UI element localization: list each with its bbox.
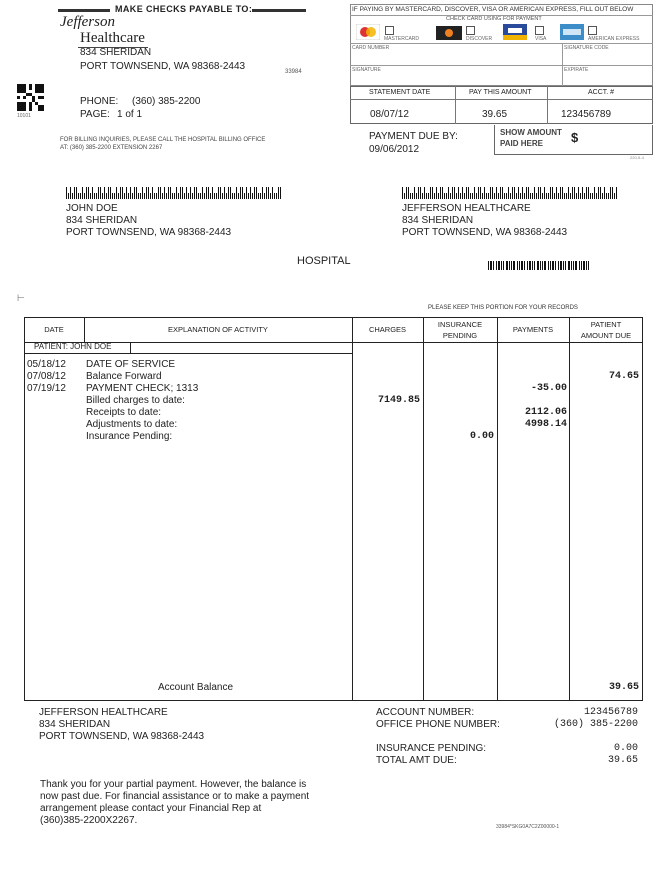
card-number-label: CARD NUMBER [352, 45, 390, 51]
records-note: PLEASE KEEP THIS PORTION FOR YOUR RECORDS [428, 305, 578, 311]
table-header-rule [24, 342, 643, 343]
col-divider-charges [423, 317, 424, 701]
brand-visa: VISA [535, 36, 547, 42]
footer-total-value: 39.65 [607, 755, 638, 766]
patient-street: 834 SHERIDAN [66, 215, 138, 226]
footer-city: PORT TOWNSEND, WA 98368-2443 [39, 731, 205, 742]
acct-label: ACCT. # [588, 89, 615, 96]
patient-postal-barcode [66, 187, 282, 199]
dollar-sign: $ [571, 130, 579, 145]
explanation-4: Billed charges to date: [86, 395, 185, 406]
visa-logo-icon [503, 24, 527, 40]
remit-header-rule-right [252, 9, 306, 12]
footer-message-3: arrangement please contact your Financial Rep at [40, 803, 262, 814]
date-2: 07/08/12 [27, 371, 66, 382]
header-payments: PAYMENTS [512, 325, 554, 334]
card-row-rule-1 [350, 43, 653, 44]
footer-message-2: now past due. For financial assistance or to make a payment [40, 791, 310, 802]
acct-value: 123456789 [561, 109, 612, 120]
security-code-label: SIGNATURE CODE [564, 45, 609, 51]
patient-name: JOHN DOE [66, 203, 118, 214]
explanation-6: Adjustments to date: [86, 419, 178, 430]
receipts-value: 2112.06 [524, 407, 567, 418]
expiry-label: EXPIRATE [564, 67, 589, 73]
footer-ins-label: INSURANCE PENDING: [376, 743, 487, 754]
billing-inquiries: FOR BILLING INQUIRIES, PLEASE CALL THE HOSPITAL BILLING OFFICE [60, 137, 266, 143]
date-3: 07/19/12 [27, 383, 66, 394]
qr-code-icon [17, 84, 44, 111]
header-explanation: EXPLANATION OF ACTIVITY [168, 325, 268, 334]
mastercard-logo-icon [356, 24, 380, 40]
footer-name: JEFFERSON HEALTHCARE [39, 707, 168, 718]
explanation-5: Receipts to date: [86, 407, 162, 418]
discover-logo-icon [436, 26, 462, 40]
account-balance-label: Account Balance [158, 682, 234, 693]
header-date: DATE [44, 325, 64, 334]
footer-street: 834 SHERIDAN [39, 719, 111, 730]
patient-row: PATIENT: JOHN DOE [34, 342, 112, 351]
remit-street: 834 SHERIDAN [80, 47, 152, 58]
remit-code: 33984 [285, 69, 302, 75]
card-subheader: CHECK CARD USING FOR PAYMENT [446, 16, 542, 22]
payee-name: JEFFERSON HEALTHCARE [402, 203, 531, 214]
american-express-checkbox[interactable] [588, 26, 597, 35]
explanation-1: DATE OF SERVICE [86, 359, 176, 370]
col-divider-insurance [497, 317, 498, 701]
billing-phone: AT: (360) 385-2200 EXTENSION 2267 [60, 145, 163, 151]
show-amount-label-2: PAID HERE [500, 139, 543, 148]
visa-checkbox[interactable] [535, 26, 544, 35]
footer-acct-value: 123456789 [583, 707, 638, 718]
insurance-pending-value: 0.00 [469, 431, 494, 442]
signature-label: SIGNATURE [352, 67, 381, 73]
patient-row-right [130, 342, 131, 353]
amount-due-forward: 74.65 [608, 371, 639, 382]
brand-discover: DISCOVER [466, 36, 493, 42]
logo-name-line1: Jefferson [60, 14, 115, 30]
page-value: 1 of 1 [117, 109, 143, 120]
header-amount-due-1: PATIENT [590, 320, 622, 329]
account-balance-value: 39.65 [608, 682, 639, 693]
footer-total-label: TOTAL AMT DUE: [376, 755, 457, 766]
footer-message-4: (360)385-2200X2267. [40, 815, 138, 826]
explanation-2: Balance Forward [86, 371, 162, 382]
patient-city: PORT TOWNSEND, WA 98368-2443 [66, 227, 232, 238]
footer-office-value: (360) 385-2200 [553, 719, 638, 730]
remit-header: MAKE CHECKS PAYABLE TO: [115, 4, 253, 14]
charges-value: 7149.85 [377, 395, 420, 406]
patient-row-bottom [24, 353, 353, 354]
cut-mark: ⊢ [17, 293, 25, 303]
american-express-logo-icon [560, 24, 584, 40]
pay-amount-label: PAY THIS AMOUNT [469, 89, 532, 96]
statement-date-label: STATEMENT DATE [369, 89, 431, 96]
statement-date-value: 08/07/12 [370, 109, 409, 120]
adjustments-value: 4998.14 [524, 419, 567, 430]
statement-divider-1 [455, 86, 456, 124]
phone-label: PHONE: [80, 96, 119, 107]
footer-office-label: OFFICE PHONE NUMBER: [376, 719, 500, 730]
footer-ref-code: 33984*SKG0A7C2Z00000-1 [496, 824, 560, 830]
statement-rule [350, 99, 653, 100]
date-1: 05/18/12 [27, 359, 66, 370]
mastercard-checkbox[interactable] [385, 26, 394, 35]
card-header: IF PAYING BY MASTERCARD, DISCOVER, VISA OR AMERICAN EXPRESS, FILL OUT BELOW [352, 6, 634, 13]
brand-mastercard: MASTERCARD [384, 36, 420, 42]
qr-code-number: 10101 [17, 113, 31, 119]
pay-amount-value: 39.65 [482, 109, 508, 120]
show-amount-label-1: SHOW AMOUNT [500, 128, 562, 137]
remit-header-rule-left [58, 9, 110, 12]
statement-divider-2 [547, 86, 548, 124]
header-amount-due-2: AMOUNT DUE [580, 331, 632, 340]
page-label: PAGE: [80, 109, 110, 120]
header-charges: CHARGES [368, 325, 407, 334]
payment-due-label: PAYMENT DUE BY: [369, 131, 458, 142]
header-insurance-2: PENDING [442, 331, 478, 340]
remit-city: PORT TOWNSEND, WA 98368-2443 [80, 61, 246, 72]
discover-checkbox[interactable] [466, 26, 475, 35]
payment-check-value: -35.00 [530, 383, 567, 394]
phone-value: (360) 385-2200 [132, 96, 201, 107]
explanation-3: PAYMENT CHECK; 1313 [86, 383, 199, 394]
statement-small-code: 220-5-4 [630, 155, 644, 160]
footer-ins-value: 0.00 [613, 743, 638, 754]
card-number-divider [562, 43, 563, 65]
header-insurance-1: INSURANCE [437, 320, 483, 329]
payment-due-value: 09/06/2012 [369, 144, 420, 155]
scan-line-barcode [488, 261, 589, 270]
brand-american-express: AMERICAN EXPRESS [588, 36, 640, 42]
explanation-7: Insurance Pending: [86, 431, 173, 442]
col-divider-explanation [352, 317, 353, 701]
logo-name-line2: Healthcare [80, 30, 145, 46]
footer-message-1: Thank you for your partial payment. However, the balance is [40, 779, 307, 790]
card-row-rule-2 [350, 65, 653, 66]
footer-acct-label: ACCOUNT NUMBER: [376, 707, 475, 718]
payee-postal-barcode [402, 187, 618, 199]
payee-city: PORT TOWNSEND, WA 98368-2443 [402, 227, 568, 238]
signature-divider [562, 65, 563, 86]
payee-street: 834 SHERIDAN [402, 215, 474, 226]
hospital-label: HOSPITAL [297, 255, 351, 267]
